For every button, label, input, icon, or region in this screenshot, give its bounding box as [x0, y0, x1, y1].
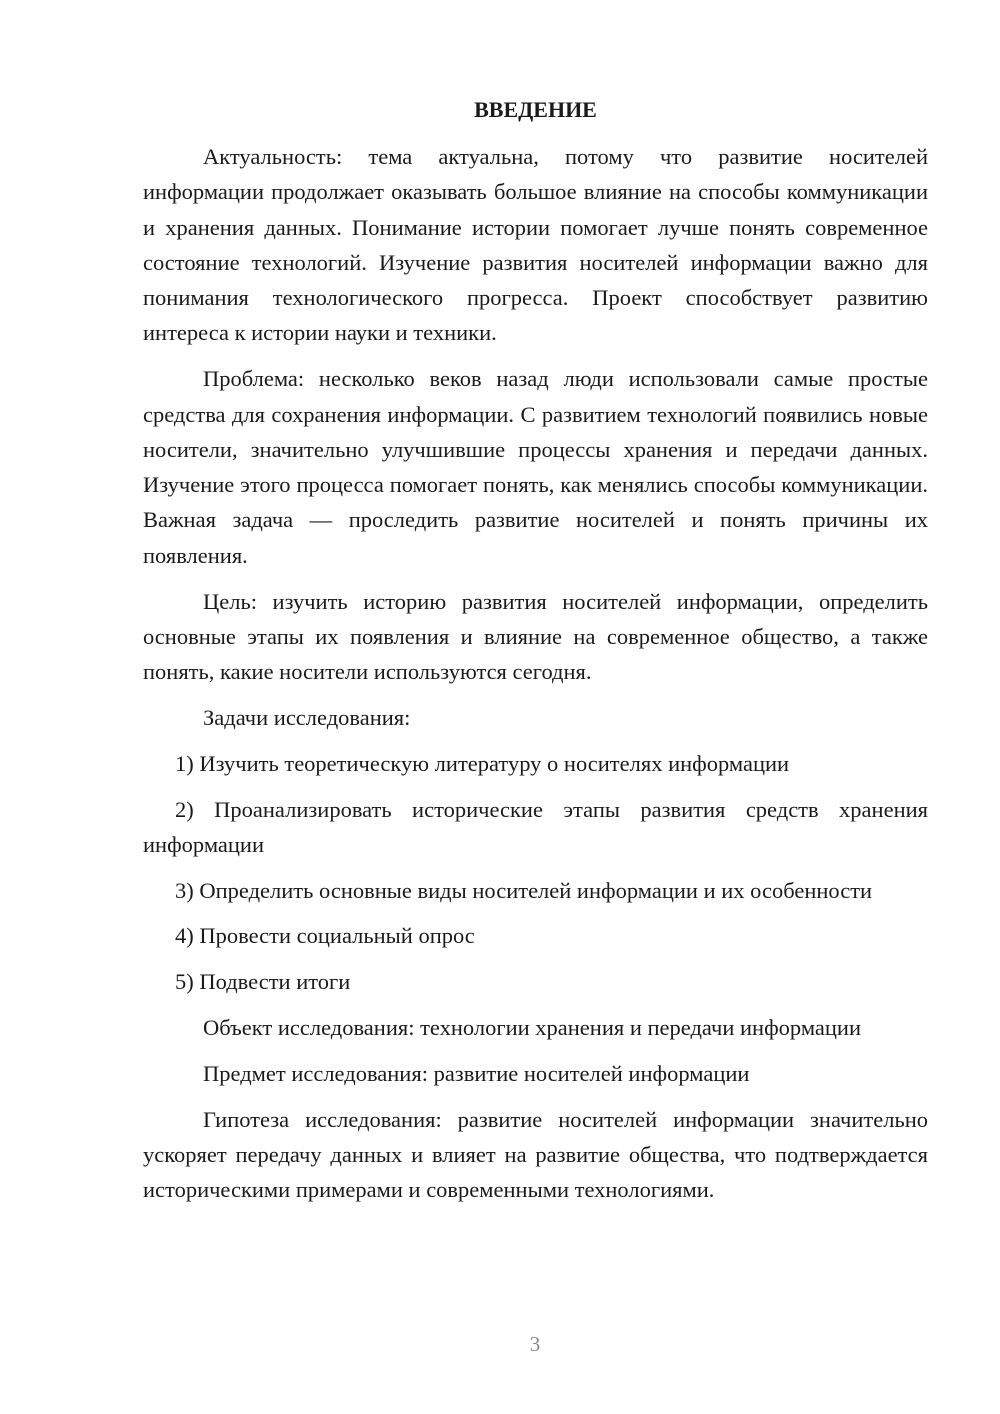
- task-item-1: 1) Изучить теоретическую литературу о носителях информации: [175, 750, 790, 776]
- task-item-5: 5) Подвести итоги: [175, 969, 351, 995]
- task-item-2: 2) Проанализировать исторические этапы развития средств хранения информации: [143, 796, 928, 857]
- paragraph-goal: Цель: изучить историю развития носителей информации, определить основные этапы их появления и влияние на современное общество, а также понять, какие носители используются сегодня.: [143, 588, 928, 685]
- task-item-4: 4) Провести социальный опрос: [175, 923, 475, 949]
- task-item-3: 3) Определить основные виды носителей информации и их особенности: [175, 877, 873, 903]
- paragraph-problem: Проблема: несколько веков назад люди использовали самые простые средства для сохранения информации. С развитием технологий появились новые носители, значительно улучшившие процессы хранения и передачи данных. Изучение этого процесса помогает понять, как менялись способы коммуникации. Важная задача — проследить развитие носителей и понять причины их появления.: [143, 366, 928, 568]
- tasks-heading: Задачи исследования:: [203, 704, 411, 730]
- page-number: 3: [529, 1332, 541, 1356]
- document-page: [143, 92, 928, 1218]
- paragraph-subject: Предмет исследования: развитие носителей информации: [203, 1060, 750, 1086]
- page-title: ВВЕДЕНИЕ: [474, 97, 597, 122]
- paragraph-object: Объект исследования: технологии хранения и передачи информации: [203, 1015, 862, 1041]
- paragraph-relevance: Актуальность: тема актуальна, потому что развитие носителей информации продолжает оказывать большое влияние на способы коммуникации и хранения данных. Понимание истории помогает лучше понять современное состояние технологий. Изучение развития носителей информации важно для понимания технологического прогресса. Проект способствует развитию интереса к истории науки и техники.: [143, 144, 928, 346]
- paragraph-hypothesis: Гипотеза исследования: развитие носителей информации значительно ускоряет передачу данных и влияет на развитие общества, что подтверждается историческими примерами и современными технологиями.: [143, 1106, 928, 1203]
